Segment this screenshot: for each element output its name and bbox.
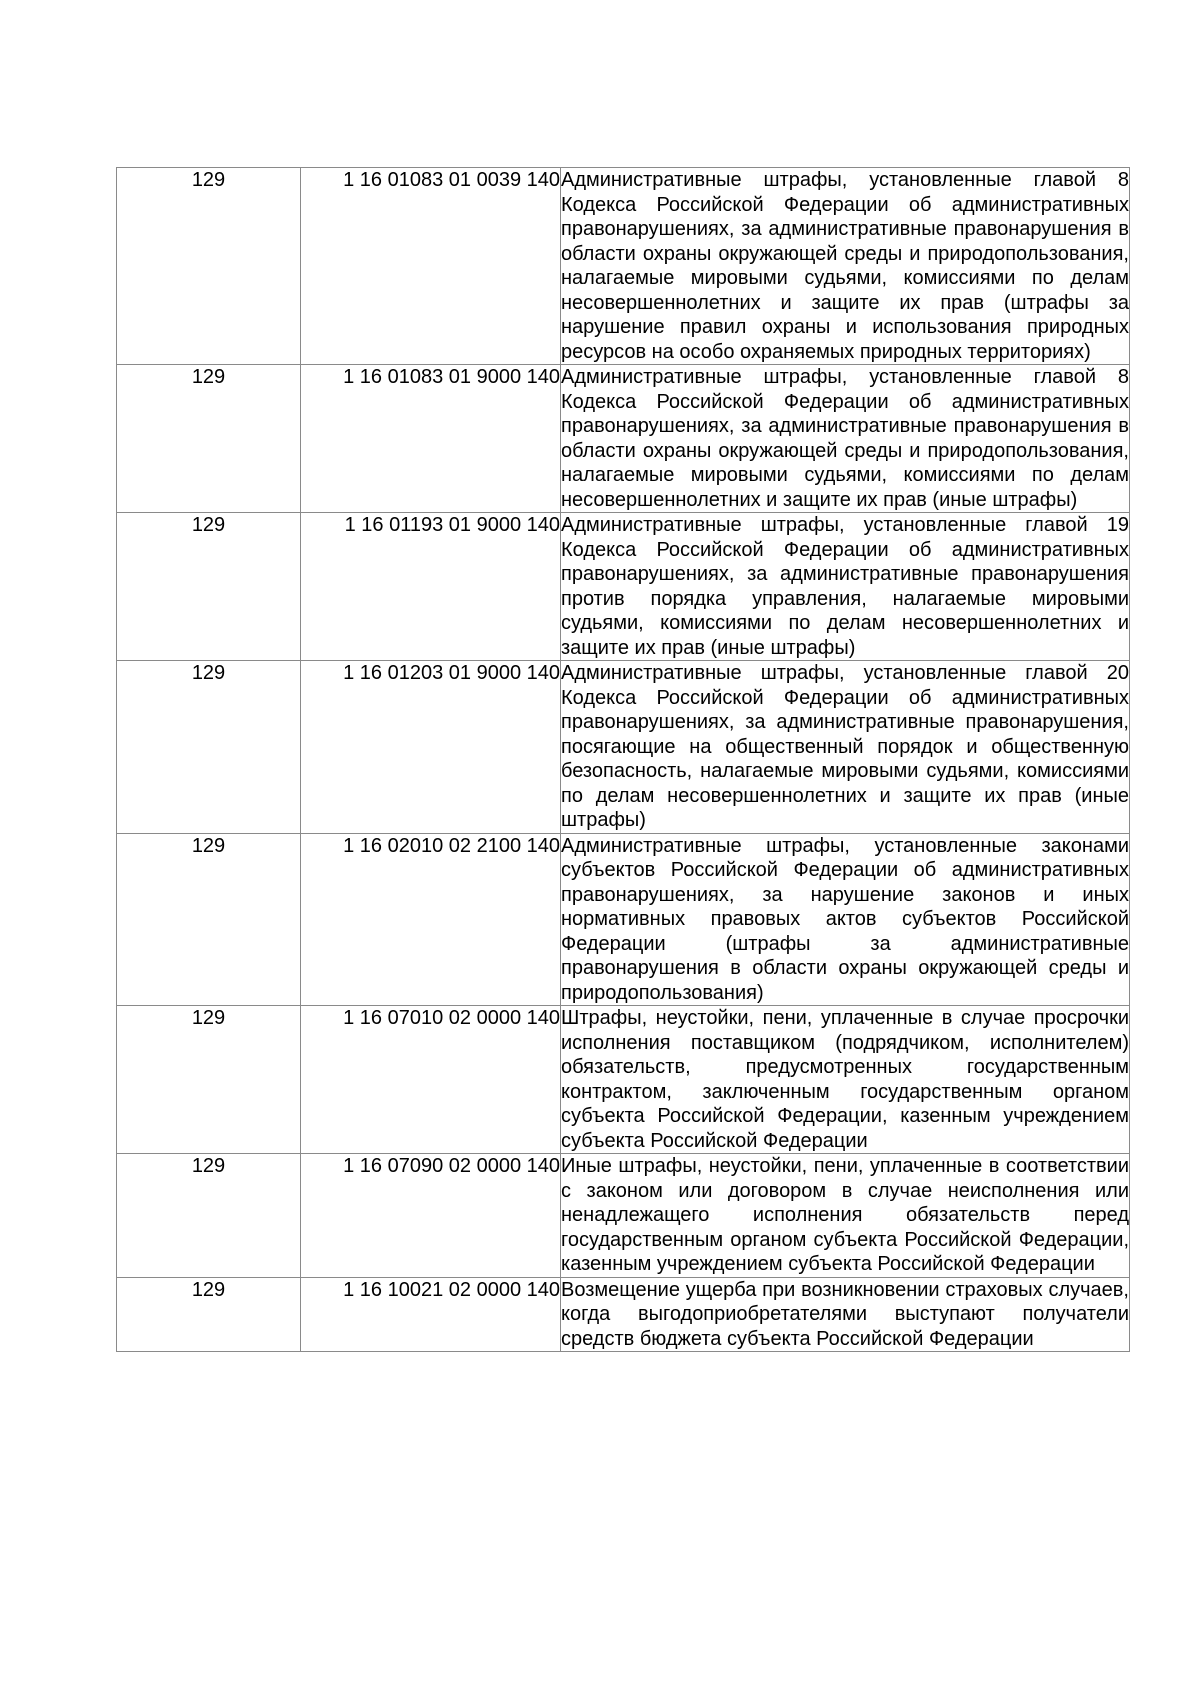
- description-text: Административные штрафы, установленные главой 8 Кодекса Российской Федерации об административных правонарушениях, за административные правонарушения в области охраны окружающей среды и природопользования, налагаемые мировыми судьями, комиссиями по делам несовершеннолетних и защите их прав (иные штрафы): [561, 366, 1129, 511]
- table-row: [117, 833, 1130, 1006]
- description-text: Административные штрафы, установленные главой 8 Кодекса Российской Федерации об административных правонарушениях, за административные правонарушения в области охраны окружающей среды и природопользования, налагаемые мировыми судьями, комиссиями по делам несовершеннолетних и защите их прав (штрафы за нарушение правил охраны и использования природных ресурсов на особо охраняемых природных территориях): [561, 169, 1129, 363]
- description-cell: [561, 168, 1130, 365]
- description-cell: [561, 661, 1130, 834]
- table-row: [117, 168, 1130, 365]
- description-cell: [561, 1006, 1130, 1154]
- kbk-code-cell: 1 16 01203 01 9000 140: [301, 661, 561, 834]
- table-row: [117, 661, 1130, 834]
- description-text: Иные штрафы, неустойки, пени, уплаченные в соответствии с законом или договором в случае неисполнения или ненадлежащего исполнения обязательств перед государственным органом субъекта Российской Федерации, казенным учреждением субъекта Российской Федерации: [561, 1155, 1129, 1275]
- table-row: [117, 1154, 1130, 1278]
- admin-code-cell: 129: [117, 168, 301, 365]
- admin-code-cell: 129: [117, 833, 301, 1006]
- description-cell: [561, 513, 1130, 661]
- admin-code-cell: 129: [117, 661, 301, 834]
- description-text: Административные штрафы, установленные главой 19 Кодекса Российской Федерации об административных правонарушениях, за административные правонарушения против порядка управления, налагаемые мировыми судьями, комиссиями по делам несовершеннолетних и защите их прав (иные штрафы): [561, 514, 1129, 659]
- description-text: Административные штрафы, установленные законами субъектов Российской Федерации об административных правонарушениях, за нарушение законов и иных нормативных правовых актов субъектов Российской Федерации (штрафы за административные правонарушения в области охраны окружающей среды и природопользования): [561, 834, 1129, 1004]
- admin-code-cell: 129: [117, 1006, 301, 1154]
- description-cell: [561, 1277, 1130, 1352]
- kbk-code-cell: 1 16 01083 01 9000 140: [301, 365, 561, 513]
- kbk-code-cell: 1 16 02010 02 2100 140: [301, 833, 561, 1006]
- admin-code-cell: 129: [117, 1277, 301, 1352]
- table-row: [117, 1006, 1130, 1154]
- kbk-code-cell: 1 16 01083 01 0039 140: [301, 168, 561, 365]
- description-cell: [561, 1154, 1130, 1278]
- description-text: Возмещение ущерба при возникновении страховых случаев, когда выгодоприобретателями выступают получатели средств бюджета субъекта Российской Федерации: [561, 1278, 1129, 1350]
- kbk-code-cell: 1 16 01193 01 9000 140: [301, 513, 561, 661]
- description-text: Штрафы, неустойки, пени, уплаченные в случае просрочки исполнения поставщиком (подрядчиком, исполнителем) обязательств, предусмотренных государственным контрактом, заключенным государственным органом субъекта Российской Федерации, казенным учреждением субъекта Российской Федерации: [561, 1007, 1129, 1152]
- description-cell: [561, 833, 1130, 1006]
- kbk-code-cell: 1 16 07090 02 0000 140: [301, 1154, 561, 1278]
- table-row: [117, 365, 1130, 513]
- kbk-code-cell: 1 16 07010 02 0000 140: [301, 1006, 561, 1154]
- kbk-code-cell: 1 16 10021 02 0000 140: [301, 1277, 561, 1352]
- admin-code-cell: 129: [117, 1154, 301, 1278]
- description-cell: [561, 365, 1130, 513]
- admin-code-cell: 129: [117, 513, 301, 661]
- table-row: [117, 1277, 1130, 1352]
- admin-code-cell: 129: [117, 365, 301, 513]
- table-row: [117, 513, 1130, 661]
- description-text: Административные штрафы, установленные главой 20 Кодекса Российской Федерации об административных правонарушениях, за административные правонарушения, посягающие на общественный порядок и общественную безопасность, налагаемые мировыми судьями, комиссиями по делам несовершеннолетних и защите их прав (иные штрафы): [561, 662, 1129, 831]
- budget-codes-table: [116, 167, 1130, 1352]
